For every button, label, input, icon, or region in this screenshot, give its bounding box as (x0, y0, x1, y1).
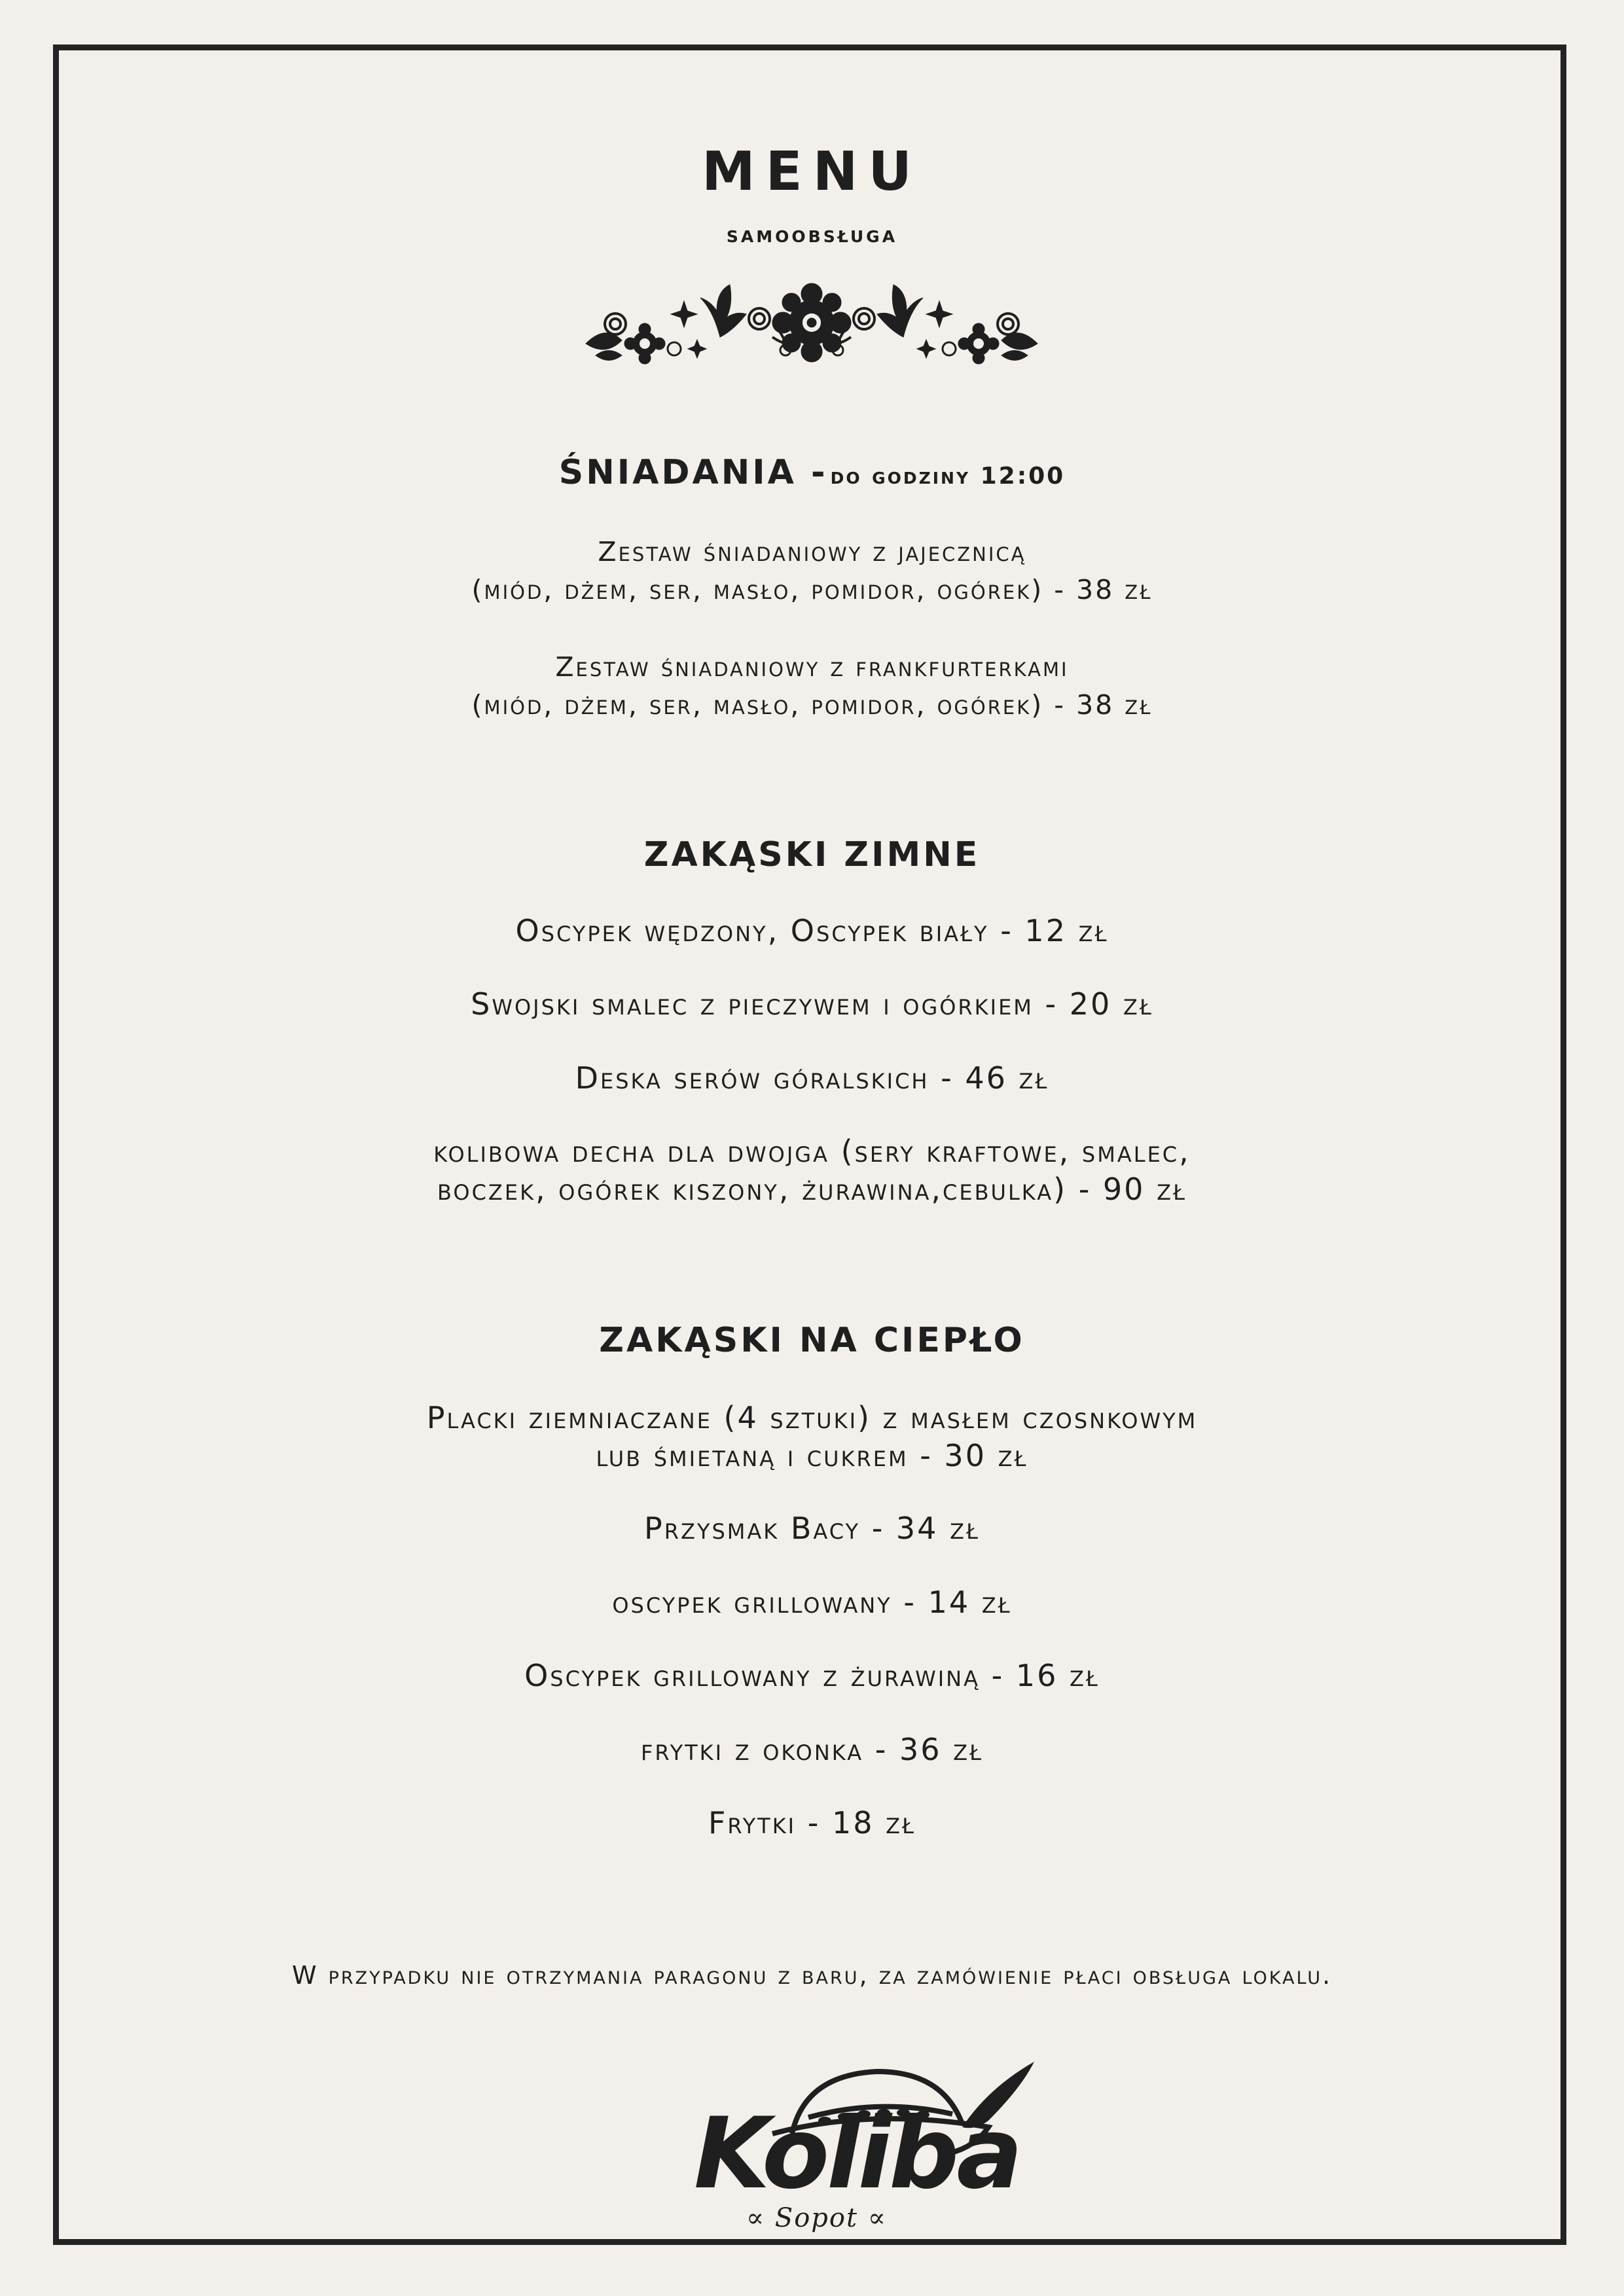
menu-item: Swojski smalec z pieczywem i ogórkiem - 20 zł (471, 986, 1153, 1022)
folk-floral-ornament-icon (0, 278, 1624, 370)
menu-item: Zestaw śniadaniowy z jajecznicą (miód, dżem, ser, masło, pomidor, ogórek) - 38 zł (471, 536, 1153, 605)
menu-item: kolibowa decha dla dwojga (sery kraftowe, smalec, boczek, ogórek kiszony, żurawina,cebulka) - 90 zł (433, 1134, 1191, 1207)
menu-item: Placki ziemniaczane (4 sztuki) z masłem czosnkowym lub śmietaną i cukrem - 30 zł (426, 1400, 1198, 1473)
menu-item: Oscypek grillowany z żurawiną - 16 zł (524, 1658, 1100, 1693)
menu-item: Frytki - 18 zł (708, 1805, 916, 1840)
menu-item: frytki z okonka - 36 zł (640, 1732, 984, 1767)
menu-item: Zestaw śniadaniowy z frankfurterkami (miód, dżem, ser, masło, pomidor, ogórek) - 38 zł (471, 651, 1153, 721)
logo-wordmark: Koliba (694, 2097, 1020, 2211)
section-hot-starters-title: ZAKĄSKI NA CIEPŁO (599, 1321, 1025, 1360)
logo-subtitle: ∝ Sopot ∝ (746, 2203, 887, 2233)
koliba-logo (694, 2055, 1047, 2238)
flourish-left-icon: ∝ (746, 2203, 775, 2233)
section-breakfast-heading (0, 453, 1624, 492)
section-title: ŚNIADANIA - (558, 453, 828, 492)
menu-subtitle: samoobsługa (726, 221, 898, 248)
section-note: do godziny 12:00 (830, 463, 1066, 490)
menu-item: Deska serów góralskich - 46 zł (575, 1060, 1049, 1096)
menu-title: MENU (702, 141, 922, 203)
menu-item: Oscypek wędzony, Oscypek biały - 12 zł (515, 913, 1109, 948)
section-cold-starters-title: ZAKĄSKI ZIMNE (643, 835, 981, 874)
receipt-note: W przypadku nie otrzymania paragonu z baru, za zamówienie płaci obsługa lokalu. (291, 1961, 1333, 1990)
menu-item: oscypek grillowany - 14 zł (612, 1585, 1012, 1620)
menu-item: Przysmak Bacy - 34 zł (644, 1511, 980, 1546)
flourish-right-icon: ∝ (858, 2203, 887, 2233)
